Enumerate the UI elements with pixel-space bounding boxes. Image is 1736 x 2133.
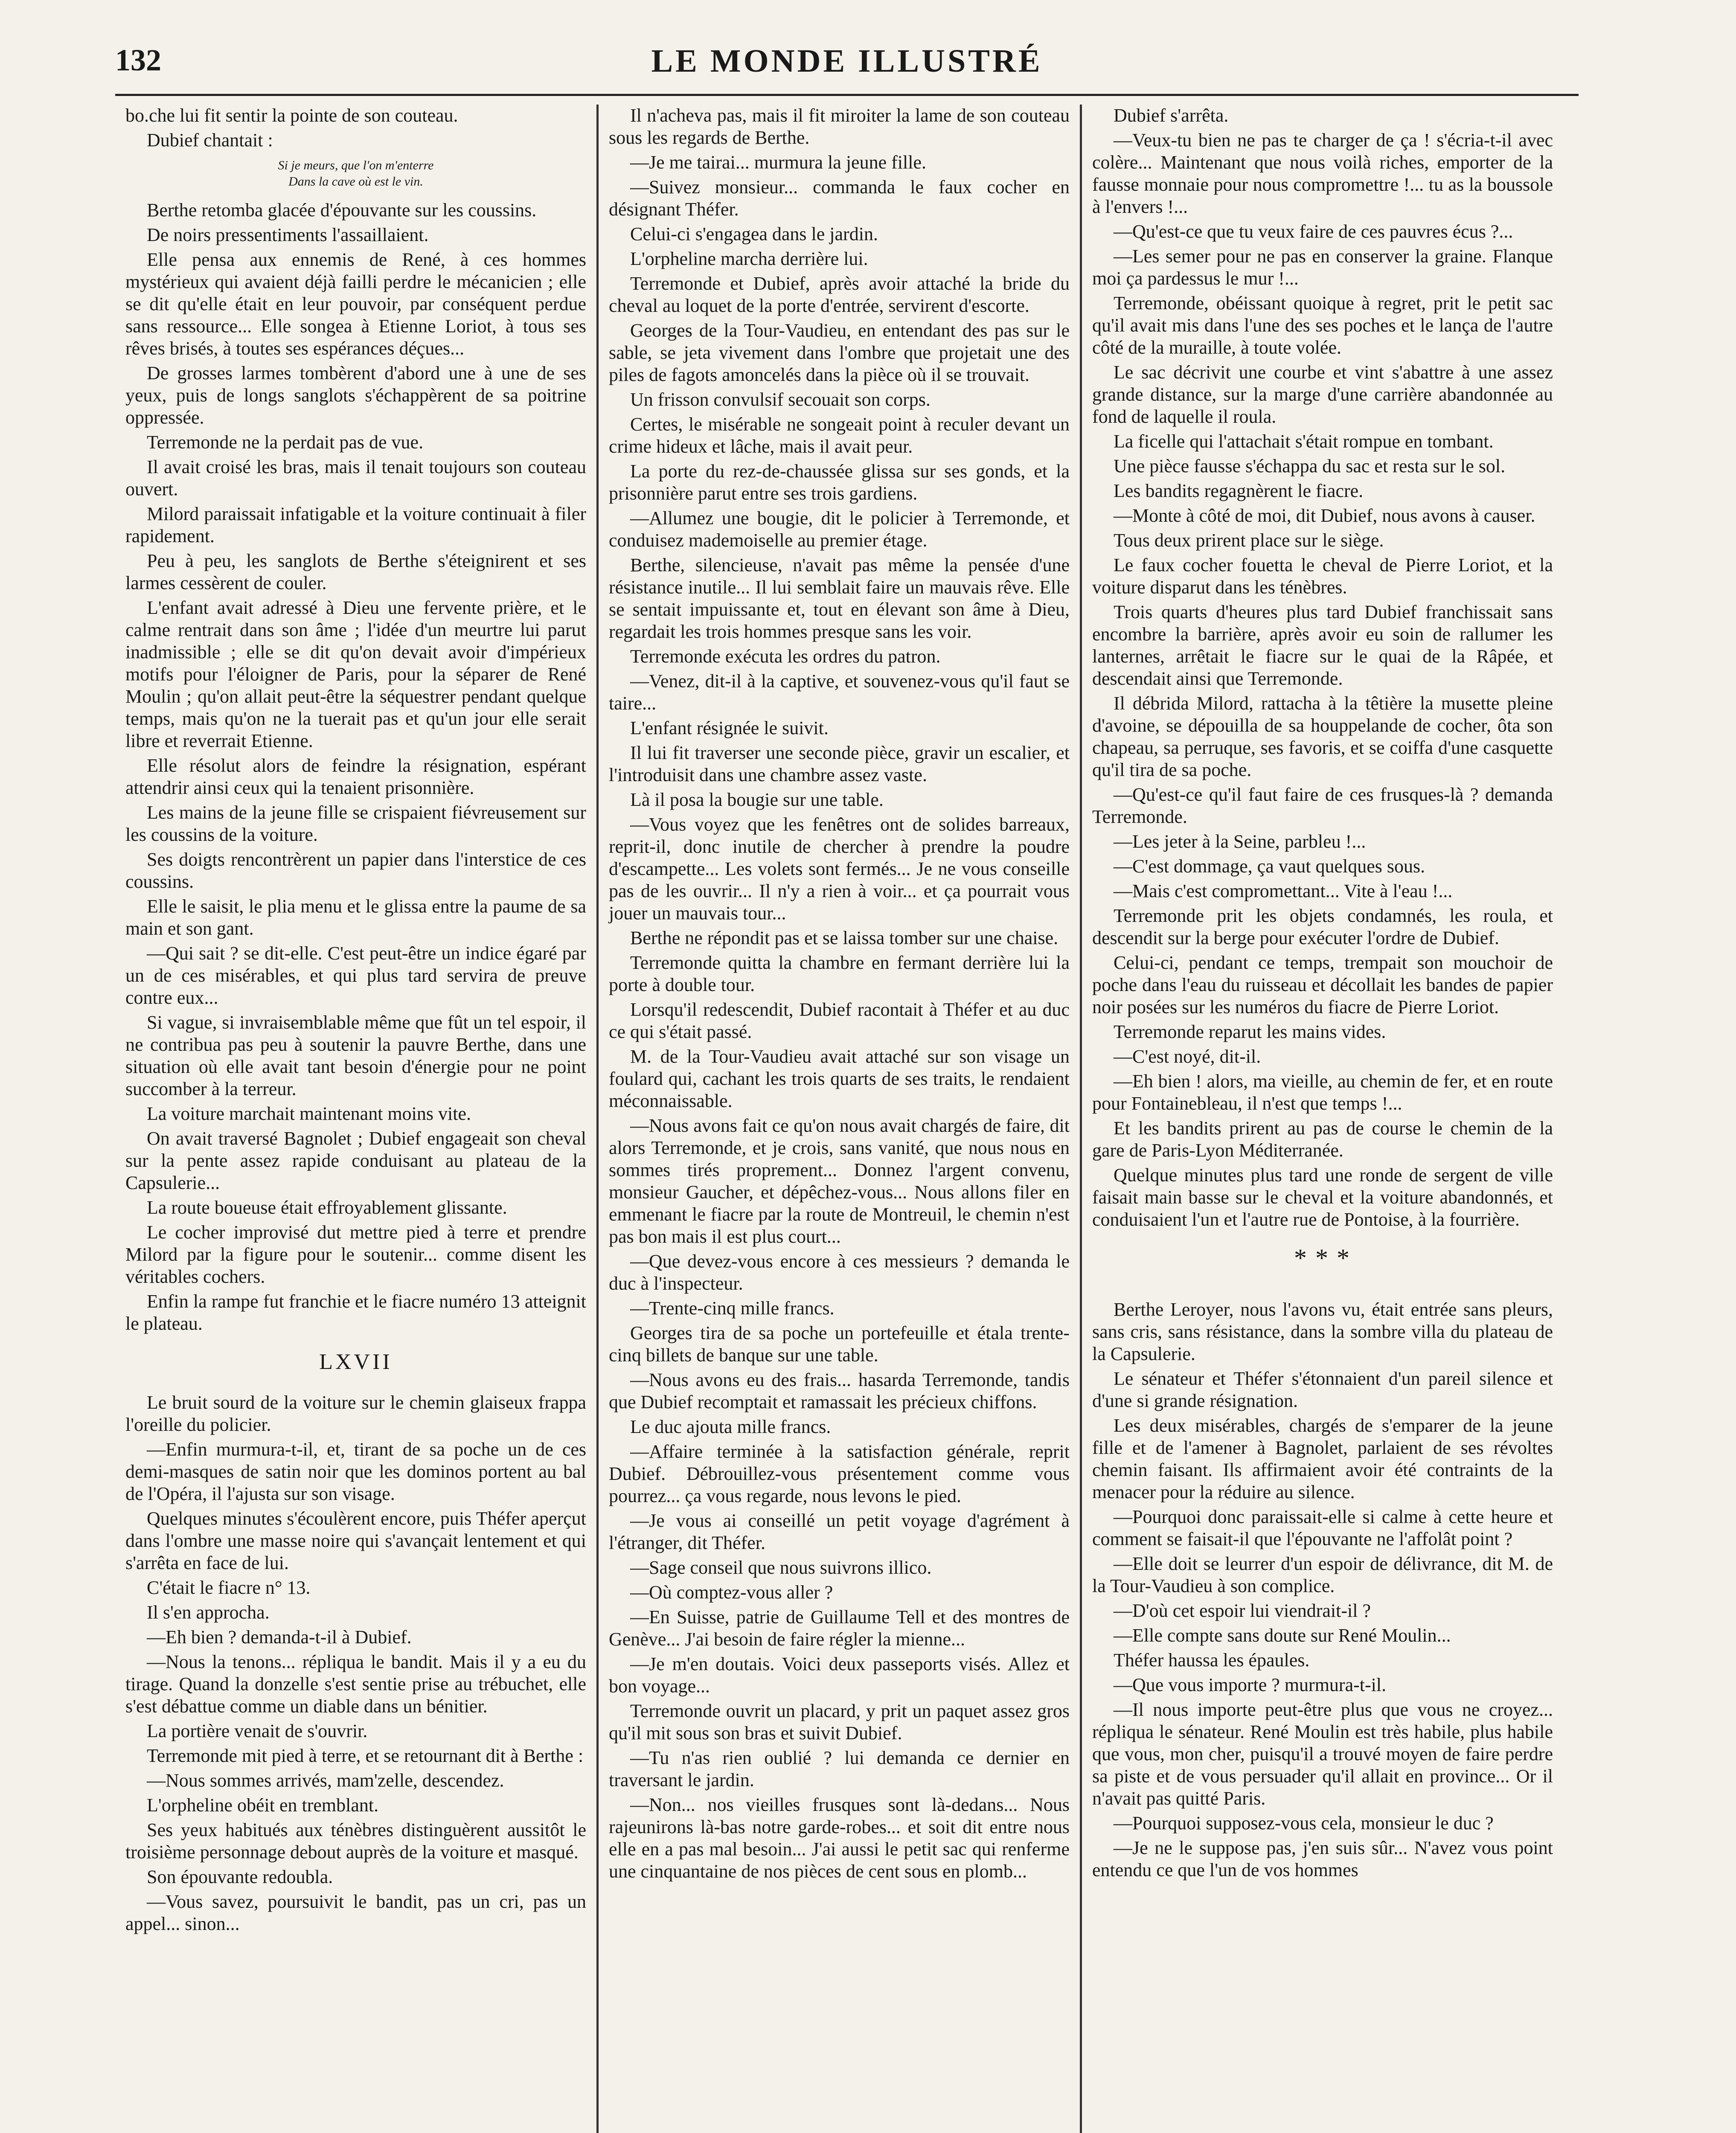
paragraph: Si vague, si invraisemblable même que fût un tel espoir, il ne contribua pas peu à soutenir la pauvre Berthe, dans une situation où elle avait tant besoin d'énergie pour ne point succomber à la terreur. xyxy=(125,1012,586,1099)
column-1 xyxy=(115,105,596,2133)
paragraph: —Elle compte sans doute sur René Moulin... xyxy=(1114,1625,1451,1646)
paragraph: Le duc ajouta mille francs. xyxy=(630,1416,831,1437)
paragraph: —Nous sommes arrivés, mam'zelle, descendez. xyxy=(147,1770,504,1791)
page-header xyxy=(115,38,1579,96)
paragraph: Georges de la Tour-Vaudieu, en entendant des pas sur le sable, se jeta vivement dans l'ombre que projetait une des piles de fagots amoncelés dans la pièce où il se trouvait. xyxy=(609,320,1070,385)
paragraph: —Vous savez, poursuivit le bandit, pas un cri, pas un appel... sinon... xyxy=(125,1891,586,1934)
verse-line: Si je meurs, que l'on m'enterre xyxy=(278,158,434,172)
paragraph: —Non... nos vieilles frusques sont là-dedans... Nous rajeunirons là-bas notre garde-robes... et soit dit entre nous elle en a pas mal besoin... J'ai aussi le petit sac qui renferme une cinquantaine de nos pièces de cent sous en plomb... xyxy=(609,1794,1070,1882)
paragraph: Là il posa la bougie sur une table. xyxy=(630,789,884,810)
paragraph: Les deux misérables, chargés de s'emparer de la jeune fille et de l'amener à Bagnolet, parlaient de ses révoltes chemin faisant. Ils affirmaient avoir été contraints de la menacer pour la réduire au silence. xyxy=(1092,1415,1553,1502)
paragraph: Berthe Leroyer, nous l'avons vu, était entrée sans pleurs, sans cris, sans résistance, dans la sombre villa du plateau de la Capsulerie. xyxy=(1092,1299,1553,1364)
paragraph: —C'est noyé, dit-il. xyxy=(1114,1046,1261,1067)
paragraph: —Veux-tu bien ne pas te charger de ça ! s'écria-t-il avec colère... Maintenant que nous voilà riches, emporter de la fausse monnaie pour nous compromettre !... tu as la boussole à l'envers !... xyxy=(1092,130,1553,217)
paragraph: Le sénateur et Théfer s'étonnaient d'un pareil silence et d'une si grande résignation. xyxy=(1092,1368,1553,1411)
paragraph: Il s'en approcha. xyxy=(147,1602,270,1623)
paragraph: Elle résolut alors de feindre la résignation, espérant attendrir ainsi ceux qui la tenaient prisonnière. xyxy=(125,755,586,798)
text-columns xyxy=(115,105,1579,2133)
paragraph: —Enfin murmura-t-il, et, tirant de sa poche un de ces demi-masques de satin noir que les dominos portent au bal de l'Opéra, il l'ajusta sur son visage. xyxy=(125,1439,586,1504)
paragraph: —Pourquoi donc paraissait-elle si calme à cette heure et comment se faisait-il que l'épouvante ne l'affolât point ? xyxy=(1092,1506,1553,1549)
paragraph: Terremonde reparut les mains vides. xyxy=(1114,1021,1386,1042)
paragraph: La porte du rez-de-chaussée glissa sur ses gonds, et la prisonnière parut entre ses trois gardiens. xyxy=(609,461,1070,504)
paragraph: —Qu'est-ce que tu veux faire de ces pauvres écus ?... xyxy=(1114,221,1513,242)
paragraph: C'était le fiacre n° 13. xyxy=(147,1577,311,1598)
paragraph: Terremonde exécuta les ordres du patron. xyxy=(630,646,941,667)
paragraph: Terremonde, obéissant quoique à regret, prit le petit sac qu'il avait mis dans l'une des ses poches et le lança de l'autre côté de la muraille, à toute volée. xyxy=(1092,293,1553,358)
paragraph: Certes, le misérable ne songeait point à reculer devant un crime hideux et lâche, mais il avait peur. xyxy=(609,414,1070,457)
paragraph: —Nous la tenons... répliqua le bandit. Mais il y a eu du tirage. Quand la donzelle s'est sentie prise au trébuchet, elle s'est débattue comme un diable dans un bénitier. xyxy=(125,1651,586,1717)
paragraph: Une pièce fausse s'échappa du sac et resta sur le sol. xyxy=(1114,456,1506,477)
section-break-asterism: * * * xyxy=(1294,1244,1352,1272)
paragraph: —Affaire terminée à la satisfaction générale, reprit Dubief. Débrouillez-vous présentement comme vous pourrez... ça vous regarde, nous levons le pied. xyxy=(609,1441,1070,1506)
paragraph: Terremonde ne la perdait pas de vue. xyxy=(147,432,424,453)
paragraph: —Elle doit se leurrer d'un espoir de délivrance, dit M. de la Tour-Vaudieu à son complice. xyxy=(1092,1553,1553,1596)
page-number: 132 xyxy=(115,43,161,77)
verse-line: Dans la cave où est le vin. xyxy=(288,174,423,189)
paragraph: Les mains de la jeune fille se crispaient fiévreusement sur les coussins de la voiture. xyxy=(125,802,586,845)
paragraph: Quelque minutes plus tard une ronde de sergent de ville faisait main basse sur le cheval et la voiture abandonnés, et conduisaient l'un et l'autre rue de Pontoise, à la fourrière. xyxy=(1092,1165,1553,1230)
paragraph: —Suivez monsieur... commanda le faux cocher en désignant Théfer. xyxy=(609,177,1070,220)
paragraph: —Je ne le suppose pas, j'en suis sûr... N'avez vous point entendu ce que l'un de vos hommes xyxy=(1092,1837,1553,1880)
paragraph: —D'où cet espoir lui viendrait-il ? xyxy=(1114,1600,1371,1621)
paragraph: On avait traversé Bagnolet ; Dubief engageait son cheval sur la pente assez rapide conduisant au plateau de la Capsulerie... xyxy=(125,1128,586,1193)
paragraph: —Nous avons eu des frais... hasarda Terremonde, tandis que Dubief recomptait et ramassait les précieux chiffons. xyxy=(609,1369,1070,1412)
column-3 xyxy=(1082,105,1563,2133)
paragraph: Il débrida Milord, rattacha à la têtière la musette pleine d'avoine, se dépouilla de sa houppelande de cocher, ôta son chapeau, sa perruque, ses favoris, et se coiffa d'une casquette qu'il tira de sa poche. xyxy=(1092,693,1553,780)
paragraph: Trois quarts d'heures plus tard Dubief franchissait sans encombre la barrière, après avoir eu soin de rallumer les lanternes, arrêtait le fiacre sur le quai de la Râpée, et descendait ainsi que Terremonde. xyxy=(1092,602,1553,689)
paragraph: Dubief chantait : xyxy=(147,130,273,151)
paragraph: —Mais c'est compromettant... Vite à l'eau !... xyxy=(1114,881,1453,901)
paragraph: Le faux cocher fouetta le cheval de Pierre Loriot, et la voiture disparut dans les ténèbres. xyxy=(1092,555,1553,598)
paragraph: Un frisson convulsif secouait son corps. xyxy=(630,389,931,410)
paragraph: —Eh bien ? demanda-t-il à Dubief. xyxy=(147,1627,412,1648)
paragraph: —Que devez-vous encore à ces messieurs ? demanda le duc à l'inspecteur. xyxy=(609,1251,1070,1294)
journal-title: LE MONDE ILLUSTRÉ xyxy=(651,43,1043,79)
paragraph: Terremonde et Dubief, après avoir attaché la bride du cheval au loquet de la porte d'entrée, servirent d'escorte. xyxy=(609,273,1070,316)
paragraph: —Il nous importe peut-être plus que vous ne croyez... répliqua le sénateur. René Moulin est très habile, plus habile que vous, mon cher, puisqu'il a trouvé moyen de faire perdre sa piste et de vous persuader qu'il allait en province... Or il n'avait pas quitté Paris. xyxy=(1092,1699,1553,1809)
paragraph: La voiture marchait maintenant moins vite. xyxy=(147,1103,471,1124)
paragraph: L'orpheline marcha derrière lui. xyxy=(630,248,868,269)
song-verse xyxy=(125,157,586,190)
paragraph: —Qu'est-ce qu'il faut faire de ces frusques-là ? demanda Terremonde. xyxy=(1092,784,1553,827)
paragraph: —Les jeter à la Seine, parbleu !... xyxy=(1114,831,1366,852)
paragraph: De noirs pressentiments l'assaillaient. xyxy=(147,224,429,245)
paragraph: L'orpheline obéit en tremblant. xyxy=(147,1795,379,1816)
paragraph: Tous deux prirent place sur le siège. xyxy=(1114,530,1384,551)
paragraph: Berthe, silencieuse, n'avait pas même la pensée d'une résistance inutile... Il lui semblait faire un mauvais rêve. Elle se sentait impuissante et, tout en élevant son âme à Dieu, regardait les trois hommes presque sans les voir. xyxy=(609,555,1070,642)
paragraph: —Trente-cinq mille francs. xyxy=(630,1298,835,1319)
paragraph: —Je vous ai conseillé un petit voyage d'agrément à l'étranger, dit Théfer. xyxy=(609,1510,1070,1553)
paragraph: —Que vous importe ? murmura-t-il. xyxy=(1114,1674,1387,1695)
paragraph: —Allumez une bougie, dit le policier à Terremonde, et conduisez mademoiselle au premier étage. xyxy=(609,508,1070,551)
paragraph: Le cocher improvisé dut mettre pied à terre et prendre Milord par la figure pour le soutenir... comme disent les véritables cochers. xyxy=(125,1222,586,1287)
paragraph: Ses doigts rencontrèrent un papier dans l'interstice de ces coussins. xyxy=(125,849,586,892)
paragraph: Il avait croisé les bras, mais il tenait toujours son couteau ouvert. xyxy=(125,456,586,500)
paragraph: L'enfant avait adressé à Dieu une fervente prière, et le calme rentrait dans son âme ; l'idée d'un meurtre lui parut inadmissible ; elle se dit qu'on devait avoir d'impérieux motifs pour l'éloigner de Paris, pour la séparer de René Moulin ; qu'on allait peut-être la séquestrer pendant quelque temps, mais qu'on ne la tuerait pas et qu'un jour elle serait libre et reverrait Etienne. xyxy=(125,597,586,751)
paragraph: bo.che lui fit sentir la pointe de son couteau. xyxy=(125,105,458,126)
chapter-heading: LXVII xyxy=(319,1350,393,1374)
paragraph: L'enfant résignée le suivit. xyxy=(630,718,829,738)
paragraph: —Vous voyez que les fenêtres ont de solides barreaux, reprit-il, donc inutile de chercher à prendre la poudre d'escampette... Les volets sont fermés... Je ne vous conseille pas de les ouvrir... Il n'y a rien à voir... et ça pourrait vous jouer un mauvais tour... xyxy=(609,814,1070,924)
paragraph: —Venez, dit-il à la captive, et souvenez-vous qu'il faut se taire... xyxy=(609,671,1070,714)
paragraph: —C'est dommage, ça vaut quelques sous. xyxy=(1114,856,1425,877)
paragraph: M. de la Tour-Vaudieu avait attaché sur son visage un foulard qui, cachant les trois quarts de ses traits, le rendaient méconnaissable. xyxy=(609,1046,1070,1111)
paragraph: Le bruit sourd de la voiture sur le chemin glaiseux frappa l'oreille du policier. xyxy=(125,1392,586,1435)
paragraph: Et les bandits prirent au pas de course le chemin de la gare de Paris-Lyon Méditerranée. xyxy=(1092,1118,1553,1161)
column-2 xyxy=(599,105,1080,2133)
paragraph: Ses yeux habitués aux ténèbres distinguèrent aussitôt le troisième personnage debout auprès de la voiture et masqué. xyxy=(125,1819,586,1863)
paragraph: Celui-ci, pendant ce temps, trempait son mouchoir de poche dans l'eau du ruisseau et décollait les bandes de papier noir posées sur les numéros du fiacre de Pierre Loriot. xyxy=(1092,952,1553,1017)
paragraph: Lorsqu'il redescendit, Dubief racontait à Théfer et au duc ce qui s'était passé. xyxy=(609,999,1070,1042)
paragraph: —Je m'en doutais. Voici deux passeports visés. Allez et bon voyage... xyxy=(609,1654,1070,1697)
paragraph: Il n'acheva pas, mais il fit miroiter la lame de son couteau sous les regards de Berthe. xyxy=(609,105,1070,148)
paragraph: Terremonde prit les objets condamnés, les roula, et descendit sur la berge pour exécuter l'ordre de Dubief. xyxy=(1092,905,1553,948)
paragraph: Quelques minutes s'écoulèrent encore, puis Théfer aperçut dans l'ombre une masse noire qui s'avançait lentement et qui s'arrêta en face de lui. xyxy=(125,1508,586,1573)
paragraph: Il lui fit traverser une seconde pièce, gravir un escalier, et l'introduisit dans une chambre assez vaste. xyxy=(609,742,1070,785)
paragraph: Berthe retomba glacée d'épouvante sur les coussins. xyxy=(147,200,537,221)
paragraph: Terremonde mit pied à terre, et se retournant dit à Berthe : xyxy=(147,1745,584,1766)
paragraph: Le sac décrivit une courbe et vint s'abattre à une assez grande distance, sur la marge d'une carrière abandonnée au fond de laquelle il roula. xyxy=(1092,362,1553,427)
paragraph: De grosses larmes tombèrent d'abord une à une de ses yeux, puis de longs sanglots s'échappèrent de sa poitrine oppressée. xyxy=(125,363,586,428)
paragraph: Terremonde quitta la chambre en fermant derrière lui la porte à double tour. xyxy=(609,952,1070,995)
paragraph: —Les semer pour ne pas en conserver la graine. Flanque moi ça pardessus le mur !... xyxy=(1092,246,1553,289)
paragraph: Georges tira de sa poche un portefeuille et étala trente-cinq billets de banque sur une table. xyxy=(609,1322,1070,1366)
paragraph: —Nous avons fait ce qu'on nous avait chargés de faire, dit alors Terremonde, et je crois, sans vanité, que nous nous en sommes tirés proprement... Donnez l'argent convenu, monsieur Gaucher, et dépêchez-vous... Nous allons filer en emmenant le fiacre par la route de Montreuil, le chemin n'est pas bon mais il est plus court... xyxy=(609,1115,1070,1247)
paragraph: Peu à peu, les sanglots de Berthe s'éteignirent et ses larmes cessèrent de couler. xyxy=(125,550,586,593)
paragraph: Dubief s'arrêta. xyxy=(1114,105,1229,126)
paragraph: Milord paraissait infatigable et la voiture continuait à filer rapidement. xyxy=(125,503,586,546)
paragraph: Elle le saisit, le plia menu et le glissa entre la paume de sa main et son gant. xyxy=(125,896,586,939)
paragraph: —Pourquoi supposez-vous cela, monsieur le duc ? xyxy=(1114,1813,1494,1834)
paragraph: Terremonde ouvrit un placard, y prit un paquet assez gros qu'il mit sous son bras et suivit Dubief. xyxy=(609,1700,1070,1744)
paragraph: La ficelle qui l'attachait s'était rompue en tombant. xyxy=(1114,431,1494,452)
paragraph: —Qui sait ? se dit-elle. C'est peut-être un indice égaré par un de ces misérables, et qui plus tard servira de preuve contre eux... xyxy=(125,943,586,1008)
paragraph: Berthe ne répondit pas et se laissa tomber sur une chaise. xyxy=(630,927,1058,948)
paragraph: Les bandits regagnèrent le fiacre. xyxy=(1114,480,1364,501)
paragraph: —Sage conseil que nous suivrons illico. xyxy=(630,1557,932,1578)
paragraph: —Je me tairai... murmura la jeune fille. xyxy=(630,152,926,173)
paragraph: La route boueuse était effroyablement glissante. xyxy=(147,1197,507,1218)
paragraph: —En Suisse, patrie de Guillaume Tell et des montres de Genève... J'ai besoin de faire régler la mienne... xyxy=(609,1607,1070,1650)
paragraph: —Tu n'as rien oublié ? lui demanda ce dernier en traversant le jardin. xyxy=(609,1747,1070,1790)
paragraph: —Où comptez-vous aller ? xyxy=(630,1582,833,1603)
paragraph: Théfer haussa les épaules. xyxy=(1114,1650,1310,1671)
paragraph: —Monte à côté de moi, dit Dubief, nous avons à causer. xyxy=(1114,505,1535,526)
paragraph: Elle pensa aux ennemis de René, à ces hommes mystérieux qui avaient déjà failli perdre le mécanicien ; elle se dit qu'elle était en leur pouvoir, par conséquent perdue sans ressource... Elle songea à Etienne Loriot, à tous ses rêves brisés, à toutes ses espérances déçues... xyxy=(125,249,586,359)
paragraph: Son épouvante redoubla. xyxy=(147,1866,333,1887)
paragraph: Enfin la rampe fut franchie et le fiacre numéro 13 atteignit le plateau. xyxy=(125,1291,586,1334)
paragraph: La portière venait de s'ouvrir. xyxy=(147,1720,368,1741)
paragraph: Celui-ci s'engagea dans le jardin. xyxy=(630,224,878,244)
paragraph: —Eh bien ! alors, ma vieille, au chemin de fer, et en route pour Fontainebleau, il n'est que temps !... xyxy=(1092,1071,1553,1114)
